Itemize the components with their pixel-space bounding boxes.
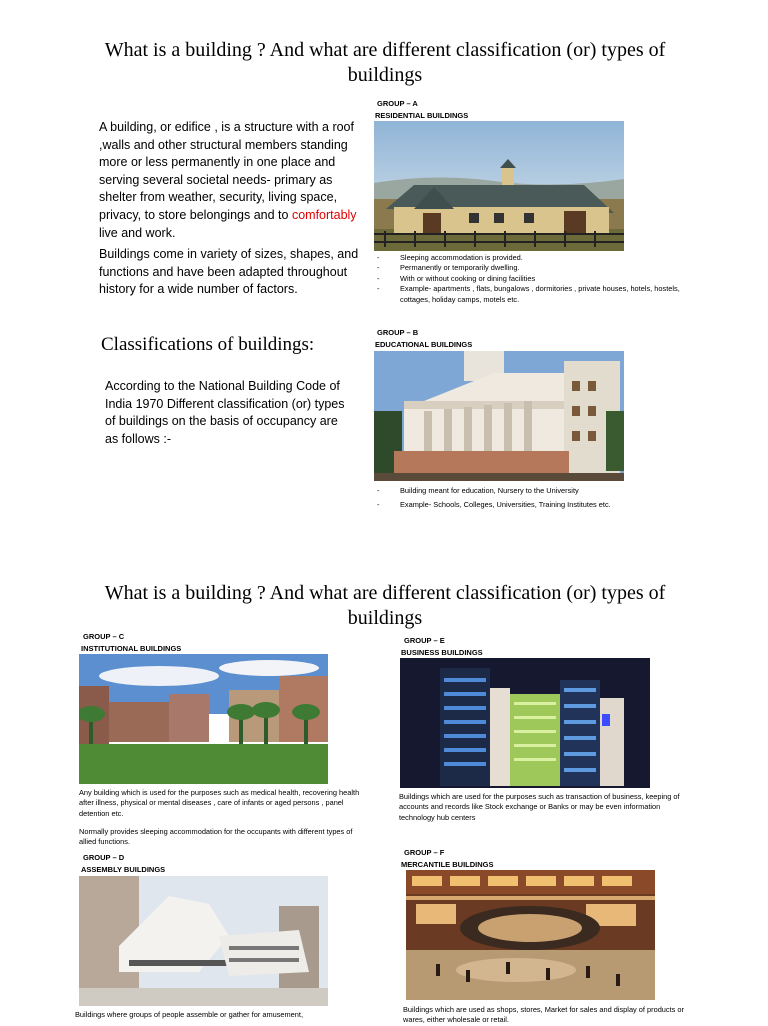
definition-text: A building, or edifice , is a structure with a roof ,walls and other structural members standing more or less permanently in one place and serving several societal needs- primary as shelter from weather, security, living space, privacy, to store belongings and to — [99, 120, 354, 222]
definition-highlight: comfortably — [291, 207, 357, 222]
classifications-heading: Classifications of buildings: — [101, 334, 315, 355]
slide1-title: What is a building ? And what are different classification (or) types of buildings — [104, 39, 666, 86]
list-item: - Permanently or temporarily dwelling. — [374, 263, 694, 273]
group-a-name: RESIDENTIAL BUILDINGS — [375, 111, 469, 120]
variety-text: Buildings come in variety of sizes, shapes, and functions and have been adapted throughout history for a wide number of factors. — [99, 247, 359, 297]
group-e-name: BUSINESS BUILDINGS — [401, 648, 483, 657]
business-building-image — [400, 658, 650, 788]
institutional-building-image — [79, 654, 328, 784]
group-e-label: GROUP – E — [404, 636, 445, 645]
group-c-note: Normally provides sleeping accommodation for the occupants with different types of allied functions. — [79, 827, 353, 847]
group-d-description: Buildings where groups of people assemble or gather for amusement, — [75, 1010, 304, 1019]
group-e-description: Buildings which are used for the purposes such as transaction of business, keeping of accounts and records like Stock exchange or Banks or may be even information technology hub centers — [399, 792, 680, 822]
group-c-name: INSTITUTIONAL BUILDINGS — [81, 644, 182, 653]
list-item: - With or without cooking or dining facilities — [374, 274, 694, 284]
group-f-description: Buildings which are used as shops, stores, Market for sales and display of products or wares, either wholesale or retail. — [403, 1005, 684, 1025]
group-a-bullets — [374, 253, 694, 305]
group-b-name: EDUCATIONAL BUILDINGS — [375, 340, 473, 349]
group-d-name: ASSEMBLY BUILDINGS — [81, 865, 166, 874]
group-d-label: GROUP – D — [83, 853, 125, 862]
group-c-label: GROUP – C — [83, 632, 125, 641]
educational-building-image — [374, 351, 624, 481]
definition-text-end: live and work. — [99, 225, 176, 240]
slide2-title: What is a building ? And what are different classification (or) types of buildings — [104, 582, 666, 629]
group-b-label: GROUP – B — [377, 328, 419, 337]
group-b-bullets — [374, 484, 694, 511]
list-item: - Building meant for education, Nursery to the University — [374, 484, 694, 498]
group-a-label: GROUP – A — [377, 99, 418, 108]
group-c-description: Any building which is used for the purposes such as medical health, recovering health after illness, physical or mental diseases , care of infants or aged persons , panel detention etc. — [79, 788, 360, 818]
list-item: - Example- apartments , flats, bungalows , dormitories , private houses, hotels, hostels, cottages, holiday camps, motels etc. — [374, 284, 694, 305]
list-item: - Example- Schools, Colleges, Universities, Training Institutes etc. — [374, 498, 694, 512]
group-f-name: MERCANTILE BUILDINGS — [401, 860, 494, 869]
building-definition — [99, 119, 369, 242]
group-f-label: GROUP – F — [404, 848, 445, 857]
mercantile-building-image — [406, 870, 655, 1000]
nbc-text: According to the National Building Code of India 1970 Different classification (or) types of buildings on the basis of occupancy are as follows :- — [105, 379, 345, 446]
list-item: - Sleeping accommodation is provided. — [374, 253, 694, 263]
residential-building-image — [374, 121, 624, 251]
assembly-building-image — [79, 876, 328, 1006]
